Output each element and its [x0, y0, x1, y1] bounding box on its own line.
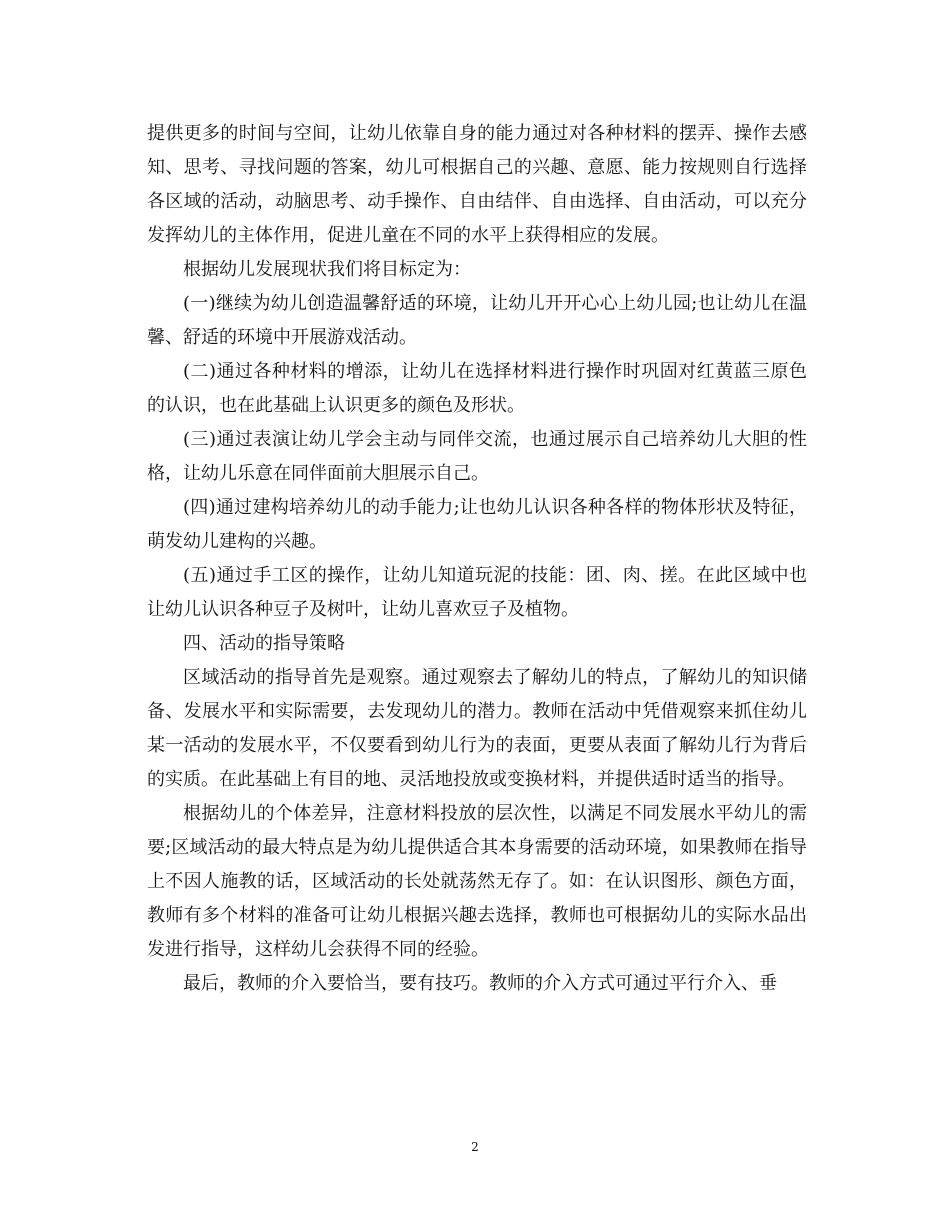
paragraph-7: (五)通过手工区的操作，让幼儿知道玩泥的技能：团、肉、搓。在此区域中也让幼儿认识各种豆子及树叶，让幼儿喜欢豆子及植物。: [147, 565, 807, 620]
paragraph-6: (四)通过建构培养幼儿的动手能力;让也幼儿认识各种各样的物体形状及特征，萌发幼儿建构的兴趣。: [147, 497, 807, 552]
paragraph-10: 根据幼儿的个体差异，注意材料投放的层次性，以满足不同发展水平幼儿的需要;区域活动的最大特点是为幼儿提供适合其本身需要的活动环境，如果教师在指导上不因人施教的话，区域活动的长处就荡然无存了。如：在认识图形、颜色方面，教师有多个材料的准备可让幼儿根据兴趣去选择，教师也可根据幼儿的实际水品出发进行指导，这样幼儿会获得不同的经验。: [147, 803, 807, 960]
paragraph-2: 根据幼儿发展现状我们将目标定为：: [183, 259, 471, 280]
body-text: [147, 117, 807, 1001]
paragraph-11: 最后，教师的介入要恰当，要有技巧。教师的介入方式可通过平行介入、垂: [183, 973, 777, 994]
paragraph-9: 区域活动的指导首先是观察。通过观察去了解幼儿的特点，了解幼儿的知识储备、发展水平和实际需要，去发现幼儿的潜力。教师在活动中凭借观察来抓住幼儿某一活动的发展水平，不仅要看到幼儿行为的表面，更要从表面了解幼儿行为背后的实质。在此基础上有目的地、灵活地投放或变换材料，并提供适时适当的指导。: [147, 667, 807, 790]
page-number: 2: [471, 1140, 479, 1154]
paragraph-4: (二)通过各种材料的增添，让幼儿在选择材料进行操作时巩固对红黄蓝三原色的认识，也在此基础上认识更多的颜色及形状。: [147, 361, 807, 416]
section-heading: 四、活动的指导策略: [183, 633, 345, 654]
paragraph-5: (三)通过表演让幼儿学会主动与同伴交流，也通过展示自己培养幼儿大胆的性格，让幼儿乐意在同伴面前大胆展示自己。: [147, 429, 807, 484]
paragraph-3: (一)继续为幼儿创造温馨舒适的环境，让幼儿开开心心上幼儿园;也让幼儿在温馨、舒适的环境中开展游戏活动。: [147, 293, 807, 348]
paragraph-1: 提供更多的时间与空间，让幼儿依靠自身的能力通过对各种材料的摆弄、操作去感知、思考、寻找问题的答案，幼儿可根据自己的兴趣、意愿、能力按规则自行选择各区域的活动，动脑思考、动手操作、自由结伴、自由选择、自由活动，可以充分发挥幼儿的主体作用，促进儿童在不同的水平上获得相应的发展。: [147, 123, 807, 246]
